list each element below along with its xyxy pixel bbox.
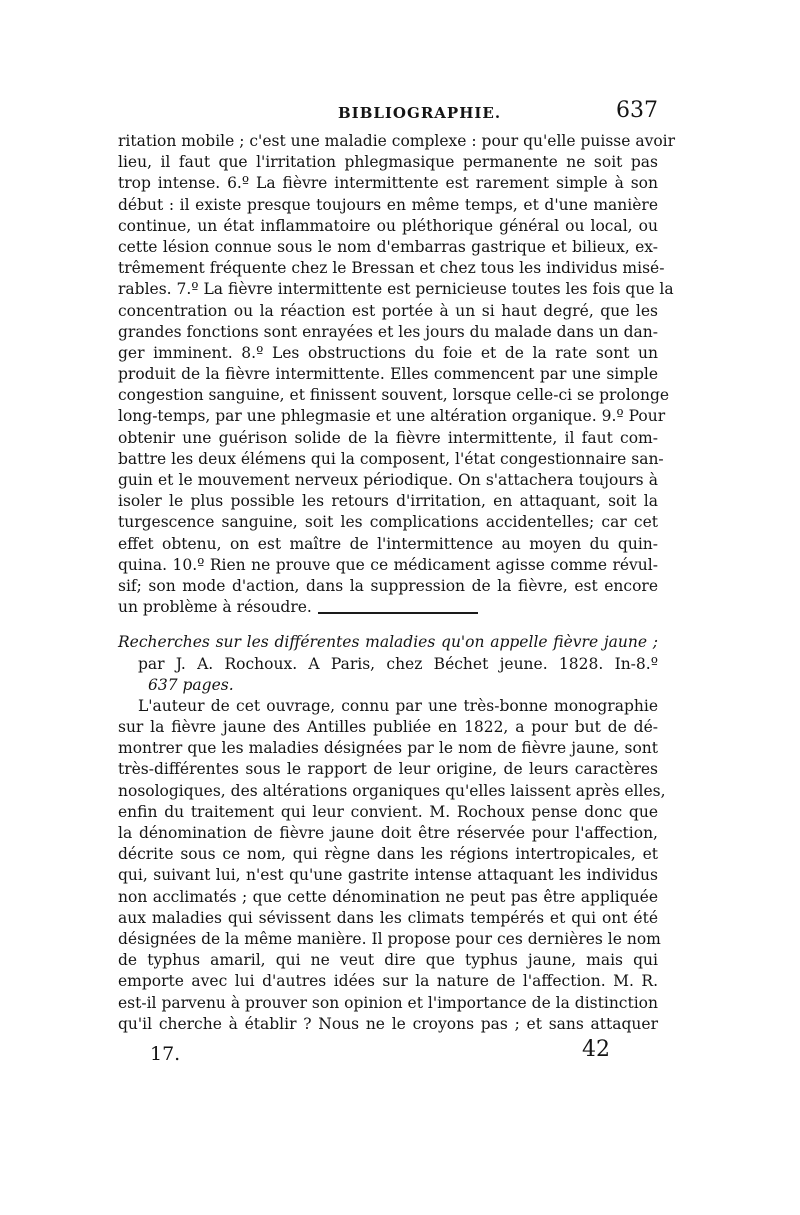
page-body [118,131,676,1035]
text-line: effet obtenu, on est maître de l'intermittence au moyen du quin- [118,534,658,553]
text-line: de typhus amaril, qui ne veut dire que typhus jaune, mais qui [118,951,658,970]
running-title: BIBLIOGRAPHIE. [338,104,502,122]
text-line: aux maladies qui sévissent dans les climats tempérés et qui ont été [118,908,658,927]
text-line: L'auteur de cet ouvrage, connu par une très-bonne monographie [138,696,658,715]
book-title-line: Recherches sur les différentes maladies qu'on appelle fièvre jaune ; [118,633,658,652]
text-line: concentration ou la réaction est portée à un si haut degré, que les [118,301,658,320]
text-line: sur la fièvre jaune des Antilles publiée en 1822, a pour but de dé- [118,718,658,737]
text-line: turgescence sanguine, soit les complications accidentelles; car cet [118,513,658,532]
text-line: très-différentes sous le rapport de leur origine, de leurs caractères [118,760,658,779]
text-line: long-temps, par une phlegmasie et une altération organique. 9.º Pour [118,407,666,426]
text-line: congestion sanguine, et finissent souvent, lorsque celle-ci se prolonge [118,386,670,405]
text-line: obtenir une guérison solide de la fièvre intermittente, il faut com- [118,428,658,447]
paragraph-fievre-intermittente [118,131,676,618]
section-divider [318,612,478,614]
signature-mark: 17. [150,1043,181,1065]
book-citation-line: par J. A. Rochoux. A Paris, chez Béchet jeune. 1828. In-8.º [138,654,658,673]
text-line: guin et le mouvement nerveux périodique. On s'attachera toujours à [118,471,658,489]
text-line: sif; son mode d'action, dans la suppression de la fièvre, est encore [118,576,658,595]
text-line: qui, suivant lui, n'est qu'une gastrite intense attaquant les individus [118,866,658,885]
text-line: montrer que les maladies désignées par le nom de fièvre jaune, sont [118,739,658,758]
text-line: ritation mobile ; c'est une maladie complexe : pour qu'elle puisse avoir [118,132,676,150]
folio-number: 42 [582,1037,610,1062]
paragraph-review [118,696,666,1035]
text-line: la dénomination de fièvre jaune doit être réservée pour l'affection, [118,824,658,842]
text-line: ger imminent. 8.º Les obstructions du foie et de la rate sont un [118,343,658,362]
text-line: emporte avec lui d'autres idées sur la nature de l'affection. M. R. [118,972,658,991]
text-line: début : il existe presque toujours en même temps, et d'une manière [118,195,658,214]
text-line: rables. 7.º La fièvre intermittente est pernicieuse toutes les fois que la [118,280,674,299]
text-line: qu'il cherche à établir ? Nous ne le croyons pas ; et sans attaquer [118,1014,658,1033]
text-line: non acclimatés ; que cette dénomination ne peut pas être appliquée [118,887,658,906]
text-line: isoler le plus possible les retours d'irritation, en attaquant, soit la [118,492,658,511]
text-line: nosologiques, des altérations organiques qu'elles laissent après elles, [118,781,666,800]
text-line: est-il parvenu à prouver son opinion et l'importance de la distinction [118,993,658,1012]
page-number: 637 [616,98,658,123]
section-gap [118,618,658,632]
page-footer [150,1037,610,1073]
text-line: grandes fonctions sont enrayées et les jours du malade dans un dan- [118,322,658,341]
text-line: un problème à résoudre. [118,598,312,617]
text-line: lieu, il faut que l'irritation phlegmasique permanente ne soit pas [118,153,658,172]
book-pages-line: 637 pages. [148,675,234,694]
text-line: trêmement fréquente chez le Bressan et chez tous les individus misé- [118,259,665,278]
text-line: décrite sous ce nom, qui règne dans les régions intertropicales, et [118,845,658,864]
text-line: quina. 10.º Rien ne prouve que ce médicament agisse comme révul- [118,555,658,574]
text-line: produit de la fièvre intermittente. Elles commencent par une simple [118,365,658,384]
page-header [118,98,658,128]
text-line: cette lésion connue sous le nom d'embarras gastrique et bilieux, ex- [118,237,658,256]
text-line: enfin du traitement qui leur convient. M. Rochoux pense donc que [118,802,658,821]
text-line: désignées de la même manière. Il propose pour ces dernières le nom [118,929,661,948]
text-line: trop intense. 6.º La fièvre intermittente est rarement simple à son [118,174,658,193]
text-line: continue, un état inflammatoire ou pléthorique général ou local, ou [118,216,658,235]
book-title-block [118,632,658,696]
text-line: battre les deux élémens qui la composent, l'état congestionnaire san- [118,449,664,468]
